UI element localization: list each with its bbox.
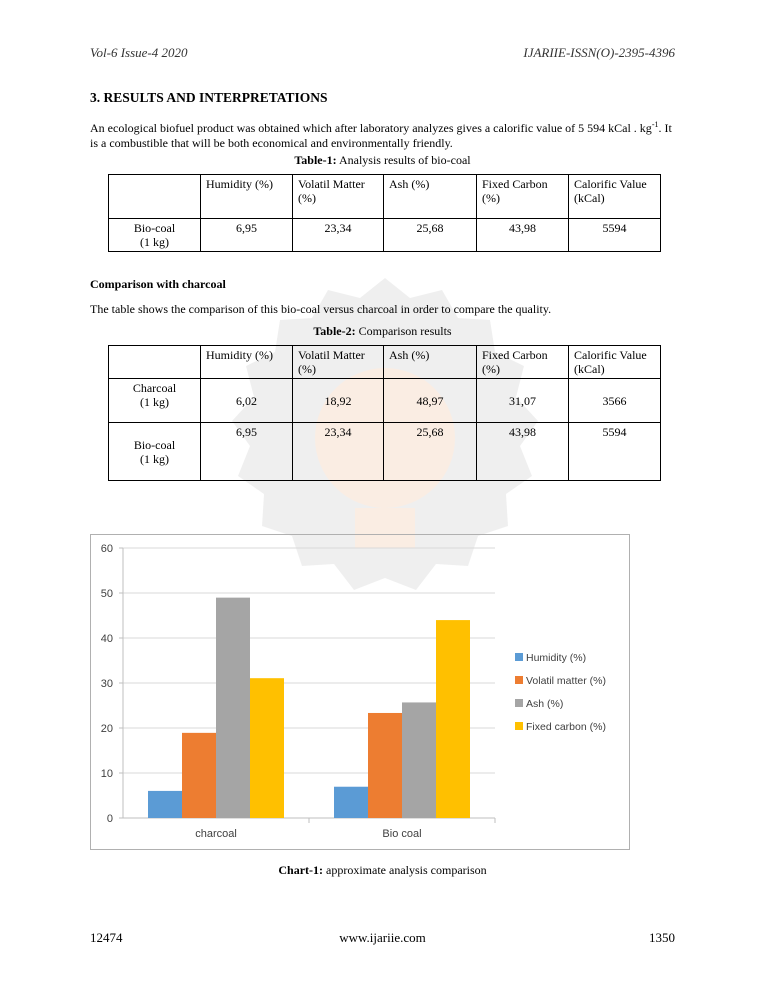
table1-header-fixed-carbon: Fixed Carbon (%) — [477, 175, 569, 219]
table-cell: 25,68 — [384, 219, 477, 252]
row-label-line1: Bio-coal — [133, 437, 176, 452]
table1-caption-text: Analysis results of bio-coal — [336, 153, 471, 167]
results-paragraph — [90, 117, 680, 151]
bar — [182, 733, 216, 818]
legend-label: Fixed carbon (%) — [526, 721, 606, 733]
table1-header-calorific: Calorific Value (kCal) — [569, 175, 661, 219]
legend-label: Volatil matter (%) — [526, 675, 606, 687]
table2-label: Table-2: — [313, 324, 356, 338]
table-cell: 31,07 — [477, 379, 569, 423]
table1-row-label — [109, 219, 201, 252]
table-cell: 18,92 — [293, 379, 384, 423]
table2-row-label-charcoal — [109, 379, 201, 423]
table-cell: 23,34 — [293, 423, 384, 481]
row-label-line1: Bio-coal — [133, 221, 176, 235]
table-cell: 25,68 — [384, 423, 477, 481]
legend-swatch — [515, 653, 523, 661]
y-tick-label: 60 — [100, 543, 113, 555]
row-label-line2: (1 kg) — [140, 395, 169, 409]
footer-website: www.ijariie.com — [339, 930, 426, 945]
legend-label: Ash (%) — [526, 698, 564, 710]
footer-page-number: 1350 — [649, 930, 675, 945]
table-cell: 6,95 — [201, 219, 293, 252]
table1-header-ash: Ash (%) — [384, 175, 477, 219]
running-header-issn: IJARIIE-ISSN(O)-2395-4396 — [523, 45, 675, 60]
table2-row-label-biocoal — [109, 423, 201, 481]
table-cell: 5594 — [569, 219, 661, 252]
x-tick-label: charcoal — [195, 828, 237, 840]
bar — [402, 702, 436, 818]
x-tick-label: Bio coal — [382, 828, 422, 840]
comparison-text: The table shows the comparison of this bio-coal versus charcoal in order to compare the quality. — [90, 302, 552, 316]
table-cell: 43,98 — [477, 423, 569, 481]
table-row — [109, 423, 661, 481]
table-cell: 3566 — [569, 379, 661, 423]
row-label-line2: (1 kg) — [140, 235, 169, 249]
table1-label: Table-1: — [294, 153, 337, 167]
section-title: 3. RESULTS AND INTERPRETATIONS — [90, 90, 328, 105]
row-label-line1: Charcoal — [132, 381, 177, 395]
table2-header-humidity: Humidity (%) — [201, 346, 293, 379]
chart-frame — [90, 534, 630, 850]
table1-header-empty — [109, 175, 201, 219]
table-cell: 6,02 — [201, 379, 293, 423]
table2-comparison-results — [108, 345, 661, 481]
y-tick-label: 50 — [100, 588, 113, 600]
table2-caption — [0, 324, 765, 339]
y-tick-label: 0 — [106, 813, 113, 825]
y-tick-label: 30 — [100, 678, 113, 690]
running-header-volume: Vol-6 Issue-4 2020 — [90, 45, 188, 60]
bar — [368, 713, 402, 818]
table1-caption — [0, 153, 765, 168]
table-row — [109, 379, 661, 423]
table-cell: 48,97 — [384, 379, 477, 423]
y-tick-label: 20 — [100, 723, 113, 735]
y-tick-label: 10 — [100, 768, 113, 780]
comparison-heading: Comparison with charcoal — [90, 277, 226, 291]
table-cell: 23,34 — [293, 219, 384, 252]
table2-header-ash: Ash (%) — [384, 346, 477, 379]
chart-caption-text: approximate analysis comparison — [323, 863, 487, 877]
bar — [250, 678, 284, 818]
bar — [436, 620, 470, 818]
bar — [148, 791, 182, 818]
table-cell: 5594 — [569, 423, 661, 481]
bar — [216, 598, 250, 818]
legend-label: Humidity (%) — [526, 652, 587, 664]
table-cell: 6,95 — [201, 423, 293, 481]
table2-header-fixed-carbon: Fixed Carbon (%) — [477, 346, 569, 379]
table1-header-volatil: Volatil Matter (%) — [293, 175, 384, 219]
footer-paper-id: 12474 — [90, 930, 123, 945]
legend-swatch — [515, 722, 523, 730]
legend-swatch — [515, 699, 523, 707]
bar-chart — [91, 535, 629, 849]
table2-header-empty — [109, 346, 201, 379]
table2-header-row — [109, 346, 661, 379]
bar — [334, 787, 368, 818]
chart-caption-label: Chart-1: — [278, 863, 324, 877]
y-tick-label: 40 — [100, 633, 113, 645]
results-text-part1: An ecological biofuel product was obtained which after laboratory analyzes gives a calorific value of 5 594 kCal . kg — [90, 121, 652, 135]
table-cell: 43,98 — [477, 219, 569, 252]
legend-swatch — [515, 676, 523, 684]
row-label-line2: (1 kg) — [140, 451, 169, 466]
table1-header-row — [109, 175, 661, 219]
chart-caption — [0, 863, 765, 878]
table2-header-volatil: Volatil Matter (%) — [293, 346, 384, 379]
results-superscript: -1 — [651, 120, 659, 129]
table-row — [109, 219, 661, 252]
table1-header-humidity: Humidity (%) — [201, 175, 293, 219]
table2-caption-text: Comparison results — [355, 324, 452, 338]
table2-header-calorific: Calorific Value (kCal) — [569, 346, 661, 379]
results-text-part2: . It is a combustible that will be both economical and environmentally friendly. — [90, 121, 672, 150]
table1-analysis-results — [108, 174, 661, 252]
